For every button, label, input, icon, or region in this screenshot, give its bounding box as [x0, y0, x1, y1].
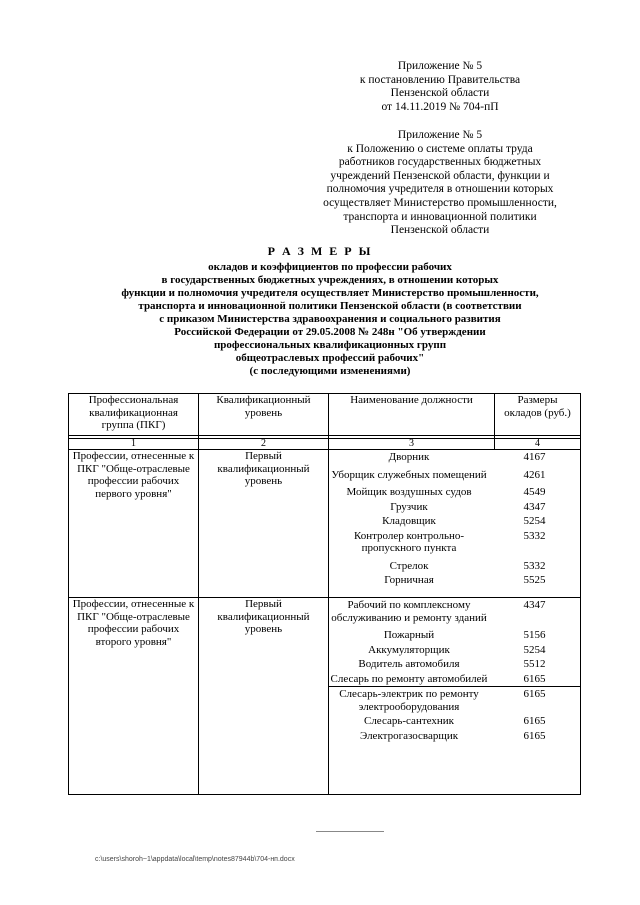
position-name: Водитель автомобиля	[358, 658, 460, 670]
qualification-level: Первый квалификационный уровень	[199, 598, 329, 795]
position-row	[329, 657, 580, 672]
appendix-line: учреждений Пензенской области, функции и	[330, 169, 550, 182]
appendix-line: транспорта и инновационной политики	[343, 210, 537, 223]
position-salary: 5254	[523, 643, 546, 656]
table-row	[69, 450, 581, 598]
table-header-row	[69, 394, 581, 436]
position-row	[329, 714, 580, 729]
position-salary: 5512	[523, 658, 546, 670]
position-name: Слесарь по ремонту автомобилей	[330, 672, 488, 685]
appendix-line: Пензенской области	[390, 224, 490, 237]
salary-table	[68, 393, 581, 795]
position-row	[329, 643, 580, 658]
subtitle-line: Российской Федерации от 29.05.2008 № 248н "Об утверждении	[174, 326, 486, 338]
column-number: 4	[495, 439, 581, 450]
position-row	[329, 485, 580, 500]
header-position: Наименование должности	[329, 394, 495, 436]
position-row	[329, 729, 580, 744]
position-row	[329, 468, 580, 483]
position-name: Слесарь-сантехник	[363, 715, 454, 727]
subtitle-line: общеотраслевых профессий рабочих"	[235, 352, 425, 364]
appendix-line: от 14.11.2019 № 704-пП	[381, 100, 499, 113]
appendix-line: к Положению о системе оплаты труда	[347, 142, 533, 155]
document-title: Р А З М Е Р Ы	[267, 244, 373, 258]
position-salary: 6165	[523, 672, 546, 685]
subtitle-line: (с последующими изменениями)	[249, 365, 411, 377]
position-row	[329, 514, 580, 529]
position-salary: 4347	[523, 599, 546, 611]
appendix-line: осуществляет Министерство промышленности,	[323, 196, 557, 209]
position-name: Мойщик воздушных судов	[346, 486, 472, 498]
appendix-line: работников государственных бюджетных	[338, 156, 542, 169]
position-salary: 4347	[523, 500, 546, 513]
position-name: Электрогазосварщик	[359, 729, 459, 742]
position-name: Рабочий по комплексному обслуживанию и ремонту зданий	[331, 599, 487, 624]
position-salary: 4167	[523, 451, 546, 463]
subtitle-line: в государственных бюджетных учреждениях, в отношении которых	[161, 274, 499, 286]
position-row	[329, 529, 580, 556]
position-salary: 6165	[523, 729, 546, 742]
subtitle-line: окладов и коэффициентов по профессии рабочих	[208, 261, 452, 273]
position-salary: 5254	[523, 515, 546, 527]
group-name: Профессии, отнесенные к ПКГ "Обще-отраслевые профессии рабочих первого уровня"	[69, 450, 199, 598]
position-name: Контролер контрольно-пропускного пункта	[353, 529, 465, 554]
subtitle-line: транспорта и инновационной политики Пензенской области (в соответствии	[138, 300, 522, 312]
appendix-line: к постановлению Правительства	[359, 73, 521, 86]
column-number: 1	[69, 439, 199, 450]
subtitle-line: с приказом Министерства здравоохранения и социального развития	[159, 313, 501, 325]
table-number-row	[69, 439, 581, 450]
position-salary: 6165	[523, 715, 546, 727]
position-name: Горничная	[384, 574, 434, 586]
subtitle-line: функции и полномочия учредителя осуществляет Министерство промышленности,	[121, 287, 539, 299]
position-name: Стрелок	[389, 559, 429, 572]
position-row	[329, 500, 580, 515]
appendix-header-2	[300, 129, 580, 238]
appendix-line: Приложение № 5	[397, 129, 483, 141]
group-name: Профессии, отнесенные к ПКГ "Обще-отраслевые профессии рабочих второго уровня"	[69, 598, 199, 795]
position-row	[329, 686, 580, 714]
table-row	[69, 598, 581, 795]
position-name: Пожарный	[383, 629, 435, 641]
position-salary: 5525	[523, 574, 546, 586]
column-number: 3	[329, 439, 495, 450]
positions-cell	[329, 598, 581, 795]
position-salary: 4261	[523, 468, 546, 481]
position-row	[329, 628, 580, 643]
position-salary: 5156	[523, 629, 546, 641]
footer-divider	[316, 831, 384, 832]
position-name: Дворник	[388, 451, 430, 463]
position-salary: 5332	[523, 559, 546, 572]
position-name: Аккумуляторщик	[368, 643, 450, 656]
position-row	[329, 559, 580, 574]
position-name: Слесарь-электрик по ремонту электрооборудования	[339, 688, 479, 713]
appendix-line: Пензенской области	[390, 87, 490, 100]
appendix-header-1	[300, 60, 580, 114]
positions-cell	[329, 450, 581, 598]
position-row	[329, 450, 580, 465]
position-salary: 6165	[523, 688, 546, 700]
position-salary: 5332	[523, 529, 546, 542]
appendix-line: Приложение № 5	[397, 60, 483, 72]
position-salary: 4549	[523, 486, 546, 498]
header-salary: Размеры окладов (руб.)	[495, 394, 581, 436]
header-level: Квалификационный уровень	[199, 394, 329, 436]
document-subtitle	[80, 261, 580, 378]
qualification-level: Первый квалификационный уровень	[199, 450, 329, 598]
position-row	[329, 672, 580, 687]
subtitle-line: профессиональных квалификационных групп	[213, 339, 447, 351]
appendix-line: полномочия учредителя в отношении которых	[326, 183, 554, 196]
position-row	[329, 598, 580, 625]
position-name: Уборщик служебных помещений	[331, 468, 487, 481]
footer-file-path: c:\users\shoroh~1\appdata\local\temp\notes87944b\704-нп.docx	[95, 856, 295, 863]
position-name: Грузчик	[390, 500, 428, 513]
column-number: 2	[199, 439, 329, 450]
position-row	[329, 573, 580, 588]
header-pkg: Профессиональная квалификационная группа (ПКГ)	[69, 394, 199, 436]
position-name: Кладовщик	[382, 515, 436, 527]
